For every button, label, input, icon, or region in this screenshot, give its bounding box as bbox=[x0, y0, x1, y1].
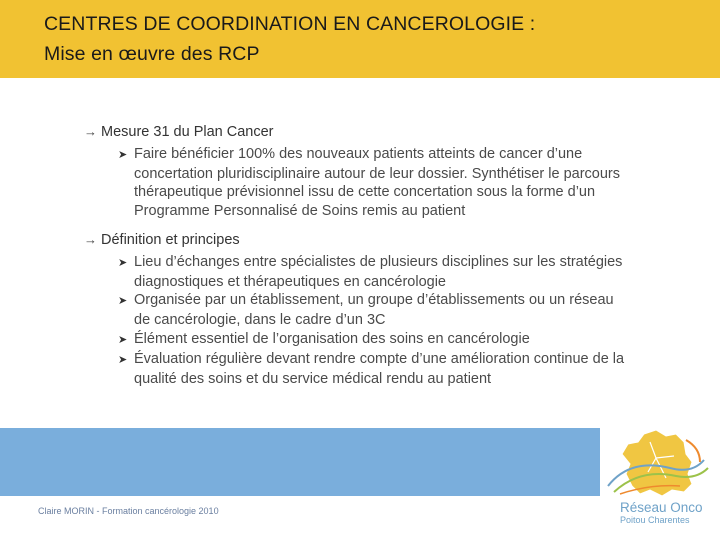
arrow-bullet-icon: → bbox=[84, 232, 97, 247]
footer-white-strip bbox=[0, 496, 600, 540]
arrowhead-bullet-icon: ➤ bbox=[118, 354, 128, 366]
bullet-item-faire-beneficier: ➤ Faire bénéficier 100% des nouveaux patients atteints de cancer d’une concertation pluridisciplinaire autour de leur dossier. Synthétiser le parcours thérapeutique prévisionnel issu de cette concertation sous la forme d’un Programme Personnalisé de Soins remis au patient bbox=[118, 146, 621, 219]
arrowhead-bullet-icon: ➤ bbox=[118, 257, 128, 269]
region-map-icon bbox=[600, 428, 720, 500]
slide-title-line-1: CENTRES DE COORDINATION EN CANCEROLOGIE : bbox=[44, 13, 536, 35]
bullet-item-element-essentiel: ➤ Élément essentiel de l’organisation des soins en cancérologie bbox=[118, 330, 530, 350]
bullet-item-evaluation: ➤ Évaluation régulière devant rendre compte d’une amélioration continue de la qualité des soins et du service médical rendu au patient bbox=[118, 351, 625, 387]
section-heading-definition: → Définition et principes bbox=[84, 232, 240, 248]
arrowhead-bullet-icon: ➤ bbox=[118, 295, 128, 307]
logo-region: Poitou Charentes bbox=[620, 515, 690, 525]
arrowhead-bullet-icon: ➤ bbox=[118, 149, 128, 161]
slide-title-line-2: Mise en œuvre des RCP bbox=[44, 43, 260, 65]
arrowhead-bullet-icon: ➤ bbox=[118, 334, 128, 346]
footer-author: Claire MORIN - Formation cancérologie 2010 bbox=[38, 506, 219, 516]
bullet-item-organisee: ➤ Organisée par un établissement, un groupe d’établissements ou un réseau de cancérologie, dans le cadre d’un 3C bbox=[118, 292, 614, 328]
arrow-bullet-icon: → bbox=[84, 124, 97, 139]
section-heading-mesure-31: → Mesure 31 du Plan Cancer bbox=[84, 124, 274, 140]
logo-name: Réseau Onco bbox=[620, 500, 703, 515]
bullet-item-lieu-echanges: ➤ Lieu d’échanges entre spécialistes de plusieurs disciplines sur les stratégies diagnostiques et thérapeutiques en cancérologie bbox=[118, 254, 623, 290]
